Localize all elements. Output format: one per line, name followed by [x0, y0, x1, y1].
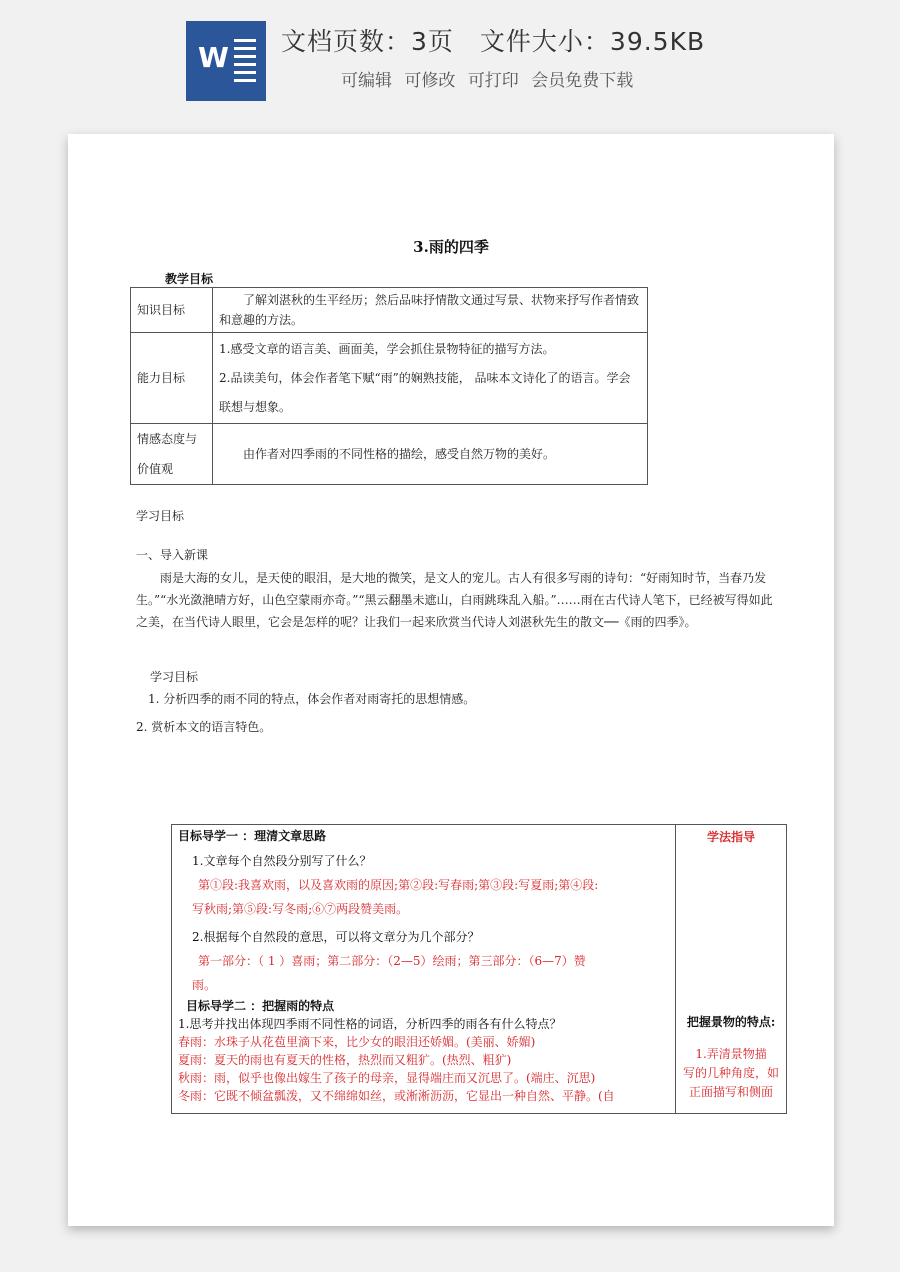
goal-key-emotion: 情感态度与价值观 [131, 424, 213, 485]
ability-line-2: 2.品读美句，体会作者笔下赋“雨”的娴熟技能， 品味本文诗化了的语言。学会联想与想象。 [219, 370, 631, 414]
tag-modifiable: 可修改 [404, 71, 456, 91]
document-info [281, 22, 705, 58]
study-goals-label: 学习目标 [150, 670, 199, 684]
tag-editable: 可编辑 [341, 71, 392, 91]
tag-member-download: 会员免费下载 [531, 71, 634, 91]
goal-key-ability: 能力目标 [131, 333, 213, 424]
intro-paragraph-block [136, 567, 776, 633]
method-guide-title: 学法指导 [707, 830, 756, 844]
method-guide-line-3: 正面描写和侧面 [689, 1085, 774, 1099]
study-goal-1: 1. 分析四季的雨不同的特点，体会作者对雨寄托的思想情感。 [148, 692, 476, 706]
guide-question-1: 1.文章每个自然段分别写了什么？ [192, 854, 372, 868]
word-logo-lines [234, 39, 256, 87]
teaching-goals-table [130, 287, 648, 485]
goal-text-knowledge-content: 了解刘湛秋的生平经历；然后品味抒情散文通过写景、状物来抒写作者情致和意趣的方法。 [219, 293, 640, 327]
word-logo-letter: W [198, 41, 229, 74]
document-title: 3.雨的四季 [413, 238, 489, 256]
guide-answer-1-line-2: 写秋雨;第⑤段:写冬雨;⑥⑦两段赞美雨。 [192, 902, 409, 916]
rain-autumn: 秋雨：雨，似乎也像出嫁生了孩子的母亲，显得端庄而又沉思了。(端庄、沉思) [178, 1071, 596, 1085]
study-goal-2: 2. 赏析本文的语言特色。 [136, 720, 272, 734]
section-intro-title: 一、导入新课 [136, 548, 209, 562]
rain-winter: 冬雨：它既不倾盆瓢泼，又不绵绵如丝，或淅淅沥沥，它显出一种自然、平静。(自 [178, 1089, 615, 1103]
goals-row-ability [131, 333, 648, 424]
teaching-goals-label: 教学目标 [165, 272, 214, 286]
goal-text-emotion-content: 由作者对四季雨的不同性格的描绘，感受自然万物的美好。 [243, 447, 556, 461]
intro-paragraph: 雨是大海的女儿，是天使的眼泪，是大地的微笑，是文人的宠儿。古人有很多写雨的诗句：“好雨知时节，当春乃发生。”“水光潋滟晴方好，山色空蒙雨亦奇。”“黑云翻墨未遮山，白雨跳珠乱入船。”……雨在古代诗人笔下，已经被写得如此之美，在当代诗人眼里，它会是怎样的呢？让我们一起来欣赏当代诗人刘湛秋先生的散文──《雨的四季》。 [136, 571, 773, 629]
rain-spring: 春雨：水珠子从花苞里滴下来，比少女的眼泪还娇媚。(美丽、娇媚) [178, 1035, 536, 1049]
guide-main-cell [172, 825, 676, 1114]
goals-row-knowledge [131, 288, 648, 333]
document-tags [341, 66, 640, 91]
rain-summer: 夏雨：夏天的雨也有夏天的性格，热烈而又粗犷。(热烈、粗犷) [178, 1053, 512, 1067]
word-document-icon [186, 21, 266, 101]
goals-row-emotion [131, 424, 648, 485]
guide-heading-1: 目标导学一 ：理清文章思路 [178, 829, 327, 843]
method-guide-subtitle: 把握景物的特点: [686, 1015, 776, 1029]
method-guide-line-2: 写的几种角度，如 [683, 1066, 780, 1080]
guide-answer-2-line-1: 第一部分：（ 1 ）喜雨；第二部分：（2—5）绘雨；第三部分：（6—7）赞 [198, 954, 586, 968]
method-guide-line-1: 1.弄清景物描 [695, 1047, 767, 1061]
study-goals-heading: 学习目标 [136, 509, 185, 523]
file-size: 文件大小：39.5KB [479, 27, 706, 56]
goal-key-knowledge: 知识目标 [131, 288, 213, 333]
goal-text-ability [213, 333, 648, 424]
guide-answer-1-line-1: 第①段:我喜欢雨，以及喜欢雨的原因;第②段:写春雨;第③段:写夏雨;第④段: [198, 878, 599, 892]
document-page [68, 134, 834, 1226]
guide-question-2: 2.根据每个自然段的意思，可以将文章分为几个部分？ [192, 930, 480, 944]
learning-guide-table [171, 824, 787, 1114]
page-count: 文档页数：3页 [281, 27, 454, 56]
guide-heading-2: 目标导学二 ：把握雨的特点 [186, 999, 335, 1013]
guide-side-cell [676, 825, 787, 1114]
header-banner [0, 0, 900, 120]
guide-question-3: 1.思考并找出体现四季雨不同性格的词语，分析四季的雨各有什么特点？ [178, 1017, 562, 1031]
tag-printable: 可打印 [467, 71, 519, 91]
goal-text-emotion [213, 424, 648, 485]
guide-answer-2-line-2: 雨。 [192, 978, 217, 992]
goal-text-knowledge [213, 288, 648, 333]
ability-line-1: 1.感受文章的语言美、画面美，学会抓住景物特征的描写方法。 [219, 341, 555, 356]
